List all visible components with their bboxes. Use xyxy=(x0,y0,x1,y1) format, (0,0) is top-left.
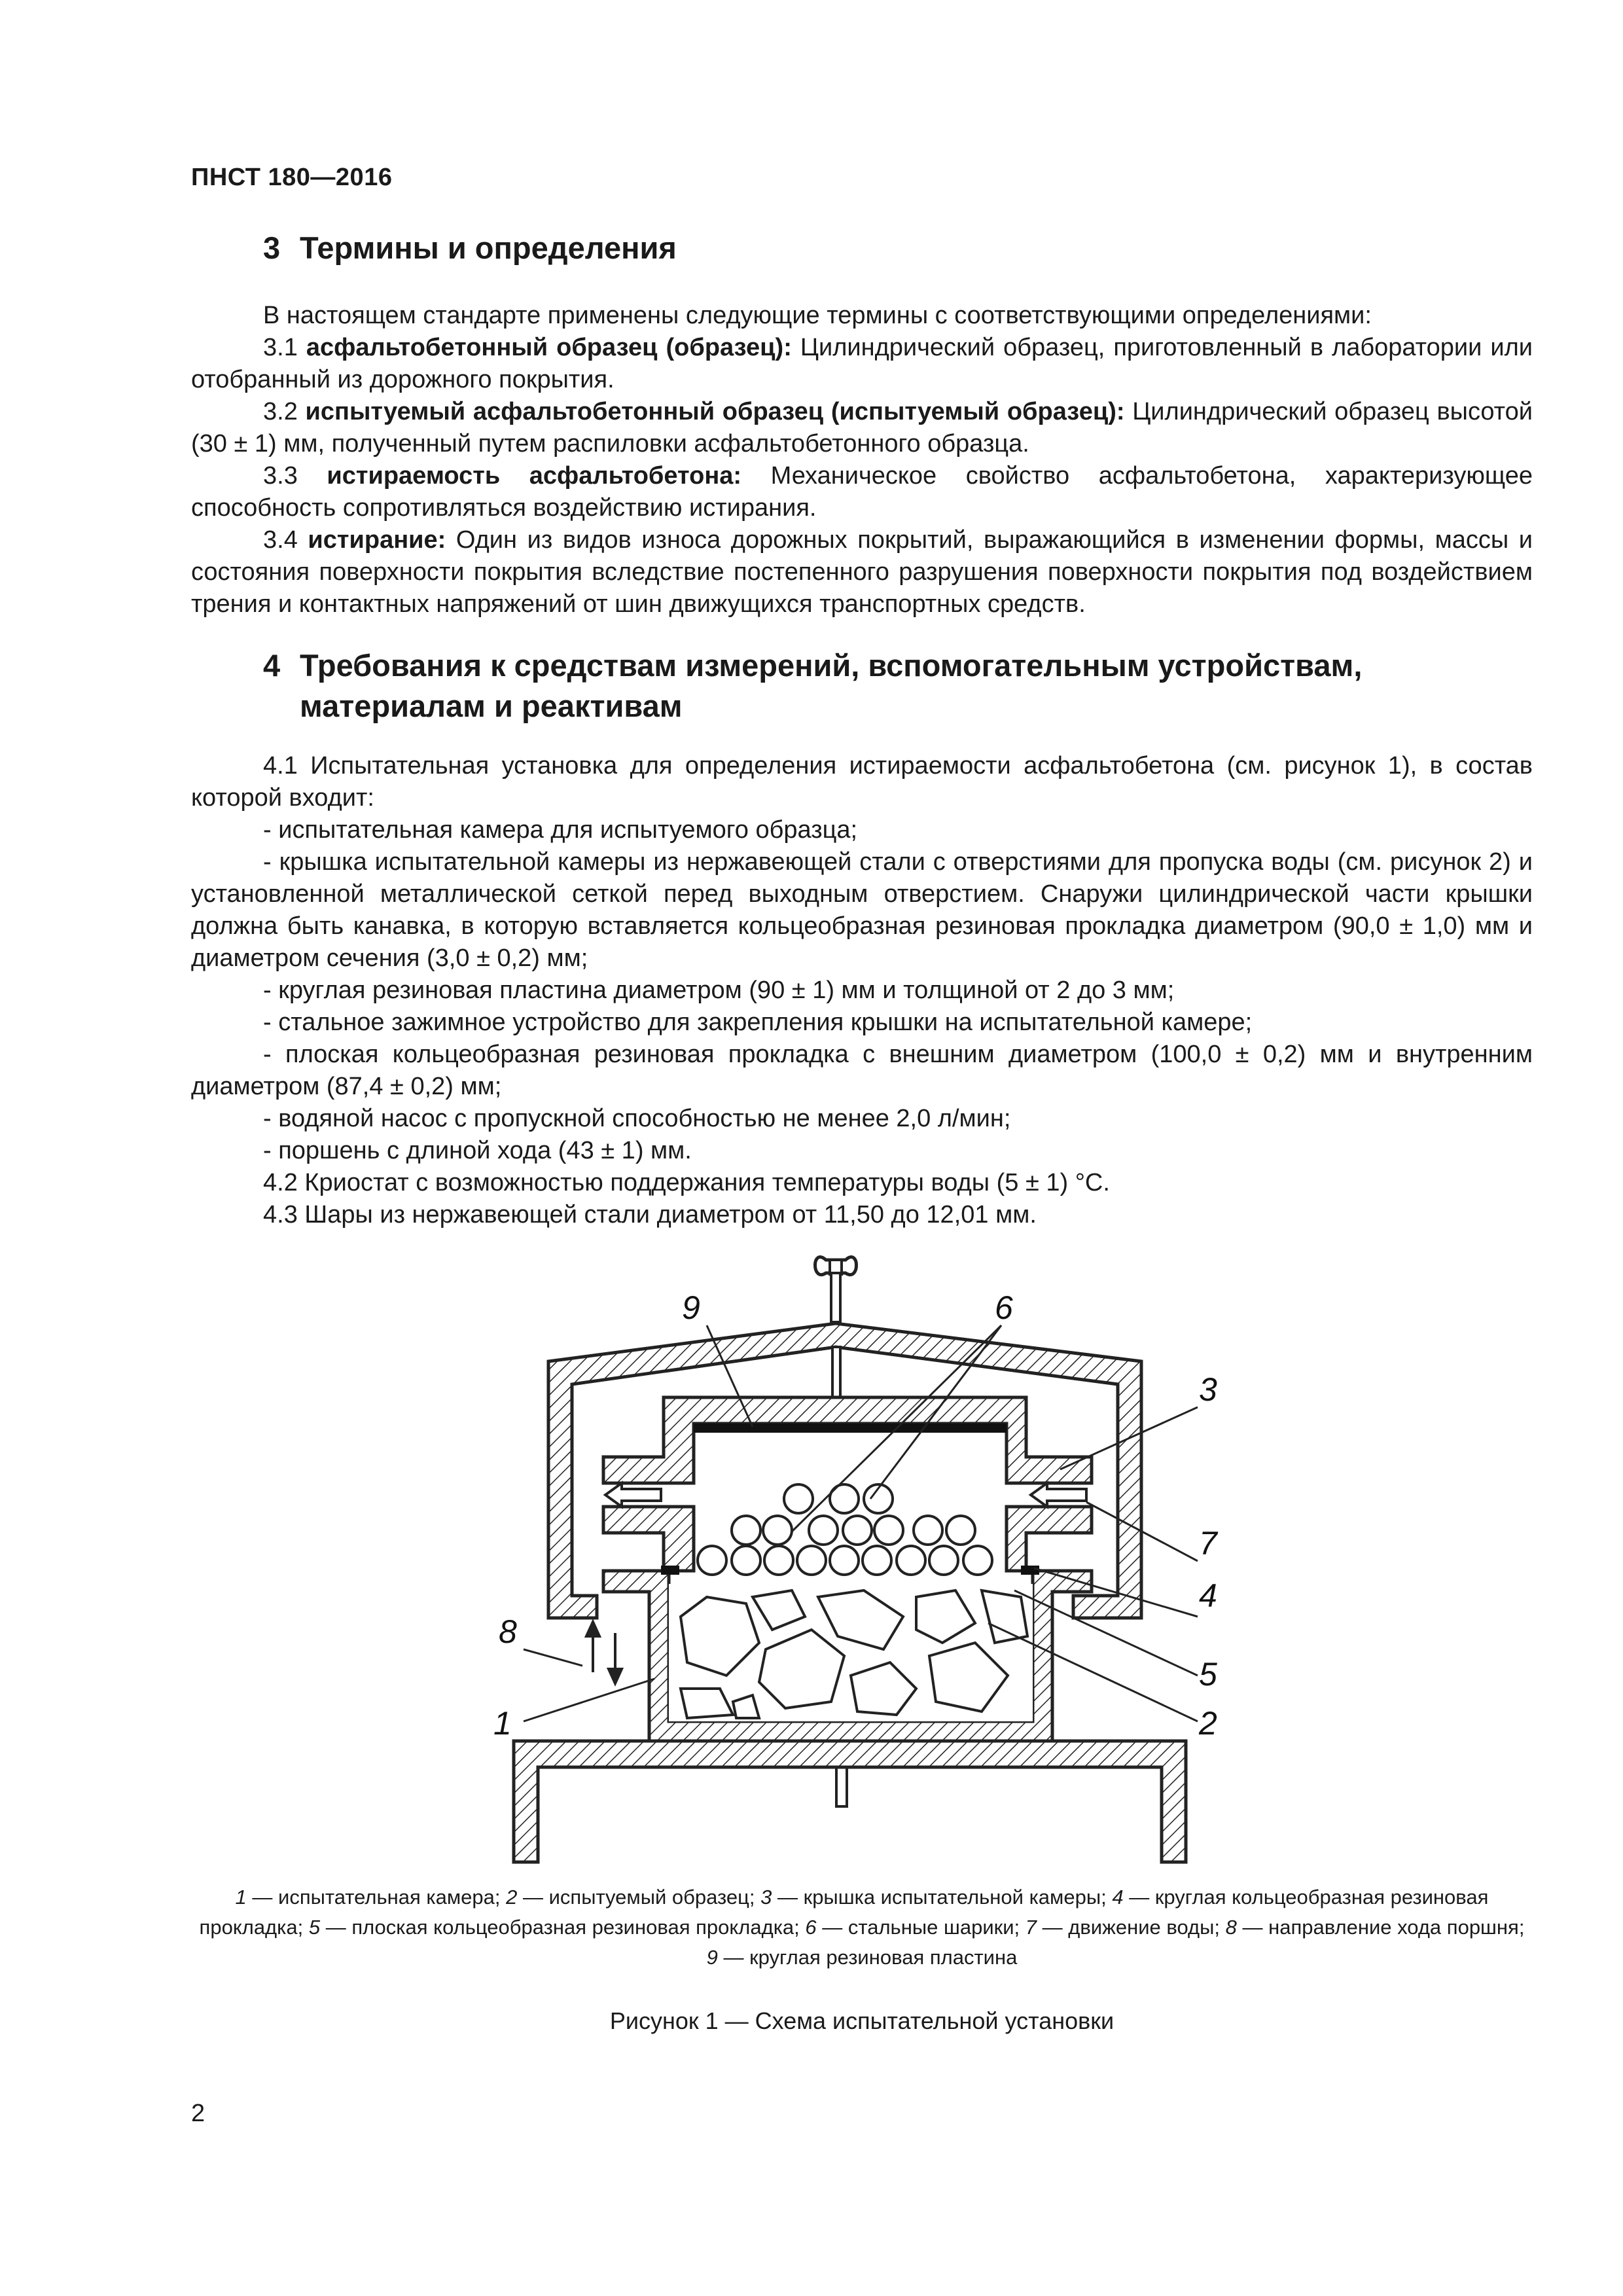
term-3-3 xyxy=(191,460,1533,524)
section-3-body xyxy=(191,300,1533,620)
section-3-intro: В настоящем стандарте применены следующие термины с соответствующими определениями: xyxy=(263,302,1372,329)
legend-entry: 6 — стальные шарики; xyxy=(805,1916,1026,1939)
term-3-4 xyxy=(191,524,1533,620)
legend-entry: 3 — крышка испытательной камеры; xyxy=(760,1886,1113,1909)
section-4-body xyxy=(191,750,1533,1231)
term-3-4-num: 3.4 xyxy=(263,526,298,554)
piston-direction-arrows xyxy=(586,1622,622,1683)
list-item: - круглая резиновая пластина диаметром (90 ± 1) мм и толщиной от 2 до 3 мм; xyxy=(263,977,1175,1004)
section-3-title: Термины и определения xyxy=(300,230,677,265)
term-3-1-term: асфальтобетонный образец (образец): xyxy=(306,334,792,361)
figure-title: Рисунок 1 — Схема испытательной установки xyxy=(609,2007,1115,2034)
legend-entry: 2 — испытуемый образец; xyxy=(506,1886,761,1909)
section-4-title-line-1: Требования к средствам измерений, вспомогательным устройствам, xyxy=(300,648,1363,683)
callout-6: 6 xyxy=(995,1289,1013,1326)
clause-4-3: 4.3 Шары из нержавеющей стали диаметром от 11,50 до 12,01 мм. xyxy=(263,1201,1037,1229)
legend-entry: 5 — плоская кольцеобразная резиновая прокладка; xyxy=(308,1916,806,1939)
term-3-2 xyxy=(191,396,1533,460)
list-item: - водяной насос с пропускной способностью не менее 2,0 л/мин; xyxy=(263,1105,1011,1132)
term-3-1 xyxy=(191,332,1533,396)
section-4-number: 4 xyxy=(263,648,281,683)
top-rod xyxy=(831,1273,840,1322)
document-id: ПНСТ 180—2016 xyxy=(191,164,393,191)
term-3-1-text: Цилиндрический образец, приготовленный в лаборатории или отобранный из дорожного покрытия. xyxy=(191,334,1533,393)
clause-4-1: 4.1 Испытательная установка для определения истираемости асфальтобетона (см. рисунок 1), в состав которой входит: xyxy=(191,752,1533,812)
section-3-number: 3 xyxy=(263,230,281,265)
term-3-2-term: испытуемый асфальтобетонный образец (испытуемый образец): xyxy=(305,398,1125,425)
legend-entry: 4 — круглая кольцеобразная резиновая прокладка; xyxy=(199,1886,1489,1939)
stand xyxy=(514,1741,1186,1862)
clause-4-2: 4.2 Криостат с возможностью поддержания температуры воды (5 ± 1) °С. xyxy=(263,1169,1110,1196)
section-4-heading xyxy=(263,645,1520,726)
term-3-4-text: Один из видов износа дорожных покрытий, выражающийся в изменении формы, массы и состояния поверхности покрытия вследствие постепенного разрушения поверхности покрытия под воздействием трения и контактных напряжений от шин движущихся транспортных средств. xyxy=(191,526,1533,618)
callout-3: 3 xyxy=(1199,1371,1217,1408)
section-4-title-line-2: материалам и реактивам xyxy=(300,689,683,723)
section-3-heading xyxy=(263,228,677,268)
steel-balls xyxy=(698,1484,992,1575)
legend-entry: 9 — круглая резиновая пластина xyxy=(706,1946,1018,1969)
callout-4: 4 xyxy=(1199,1577,1217,1614)
figure-legend xyxy=(191,1882,1533,1973)
rubber-gasket-round xyxy=(661,1566,679,1575)
list-item: - поршень с длиной хода (43 ± 1) мм. xyxy=(263,1137,692,1164)
term-3-2-text: Цилиндрический образец высотой (30 ± 1) мм, полученный путем распиловки асфальтобетонного образца. xyxy=(191,398,1533,457)
rubber-plate xyxy=(694,1424,1007,1433)
legend-entry: 1 — испытательная камера; xyxy=(235,1886,507,1909)
term-3-4-term: истирание: xyxy=(308,526,446,554)
callout-9: 9 xyxy=(682,1289,700,1326)
figure-1-diagram xyxy=(458,1240,1243,1882)
callout-8: 8 xyxy=(499,1613,517,1650)
list-item: - испытательная камера для испытуемого образца; xyxy=(263,816,858,844)
list-item: - крышка испытательной камеры из нержавеющей стали с отверстиями для пропуска воды (см. рисунок 2) и установленной металлической сеткой перед выходным отверстием. Снаружи цилиндрической части крышки должна быть канавка, в которую вставляется кольцеобразная резиновая прокладка диаметром (90,0 ± 1,0) мм и диаметром сечения (3,0 ± 0,2) мм; xyxy=(191,848,1533,972)
page-number: 2 xyxy=(191,2100,205,2127)
legend-entry: 8 — направление хода поршня; xyxy=(1225,1916,1525,1939)
legend-entry: 7 — движение воды; xyxy=(1025,1916,1226,1939)
callout-1: 1 xyxy=(493,1705,512,1742)
term-3-3-text: Механическое свойство асфальтобетона, характеризующее способность сопротивляться воздействию истирания. xyxy=(191,462,1533,522)
callout-2: 2 xyxy=(1199,1705,1217,1742)
callout-7: 7 xyxy=(1199,1525,1217,1562)
term-3-1-num: 3.1 xyxy=(263,334,298,361)
callout-5: 5 xyxy=(1199,1656,1217,1693)
term-3-2-num: 3.2 xyxy=(263,398,298,425)
rubber-gasket-round xyxy=(1021,1566,1039,1575)
term-3-3-num: 3.3 xyxy=(263,462,298,490)
list-item: - стальное зажимное устройство для закрепления крышки на испытательной камере; xyxy=(263,1009,1253,1036)
test-sample xyxy=(669,1584,1033,1721)
term-3-3-term: истираемость асфальтобетона: xyxy=(327,462,742,490)
list-item: - плоская кольцеобразная резиновая прокладка с внешним диаметром (100,0 ± 0,2) мм и внутренним диаметром (87,4 ± 0,2) мм; xyxy=(191,1041,1533,1100)
